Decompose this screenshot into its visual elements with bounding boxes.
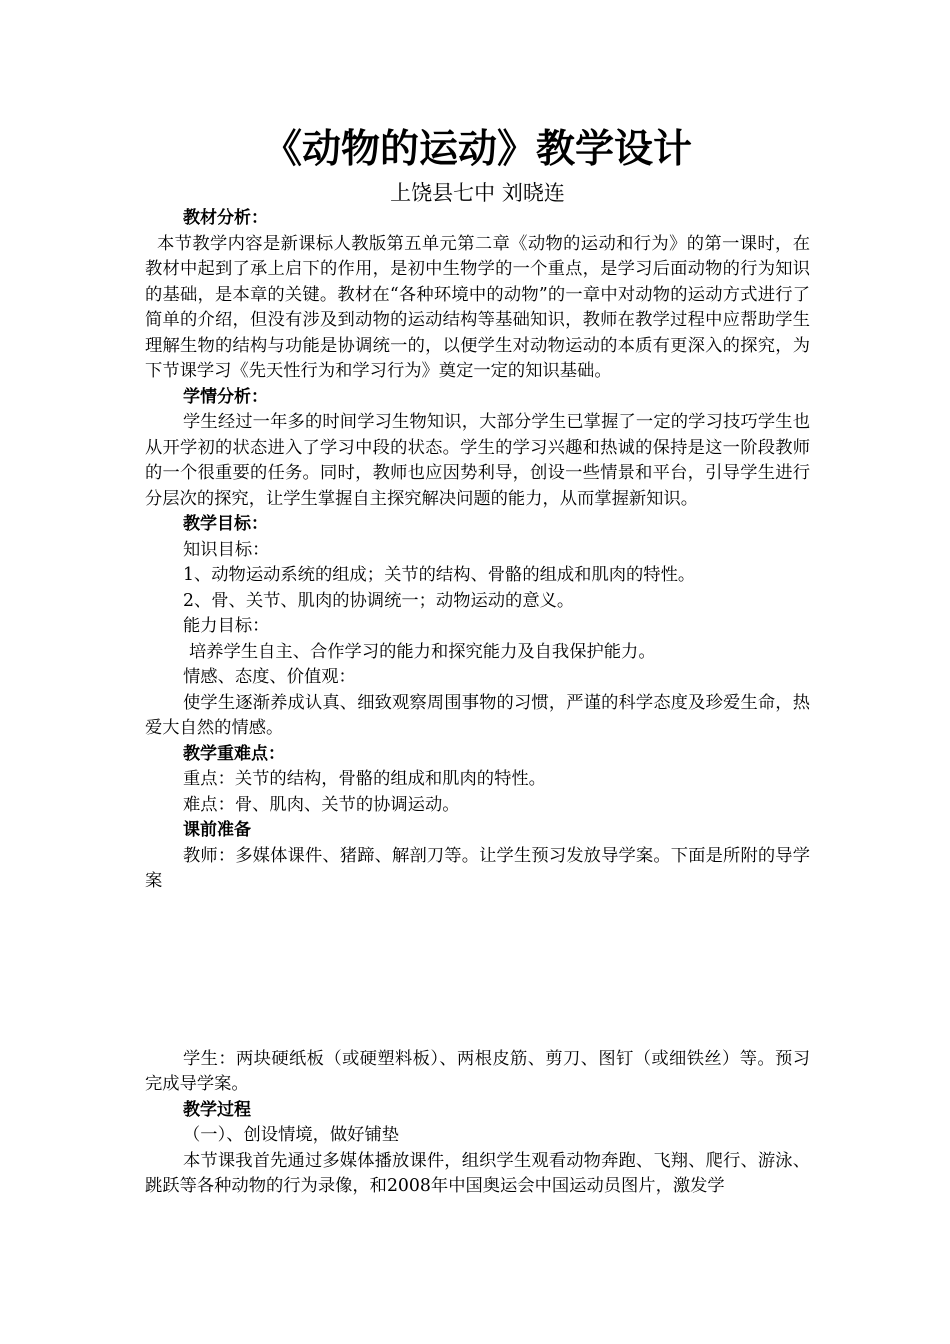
emotion-goal-label: 情感、态度、价值观：: [183, 667, 356, 687]
knowledge-goal-2: 2、骨、关节、肌肉的协调统一；动物运动的意义。: [183, 590, 575, 611]
teacher-preparation: 教师：多媒体课件、猪蹄、解剖刀等。让学生预习发放导学案。下面是所附的导学案: [145, 845, 810, 891]
ability-goal-label: 能力目标：: [183, 616, 270, 636]
emotion-goal-text: 使学生逐渐养成认真、细致观察周围事物的习惯，严谨的科学态度及珍爱生命，热爱大自然的情感。: [145, 692, 810, 738]
student-preparation: 学生：两块硬纸板（或硬塑料板）、两根皮筋、剪刀、图钉（或细铁丝）等。预习完成导学案。: [145, 1048, 810, 1094]
difficult-point: 难点：骨、肌肉、关节的协调运动。: [183, 794, 460, 815]
section-heading-process: 教学过程: [183, 1099, 251, 1120]
process-step-1: （一）、创设情境，做好铺垫: [183, 1125, 400, 1145]
paragraph-material: 本节教学内容是新课标人教版第五单元第二章《动物的运动和行为》的第一课时，在教材中起到了承上启下的作用，是初中生物学的一个重点，是学习后面动物的行为知识的基础，是本章的关键。教材在“各种环境中的动物”的一章中对动物的运动方式进行了简单的介绍，但没有涉及到动物的运动结构等基础知识，教师在教学过程中应帮助学生理解生物的结构与功能是协调统一的，以便学生对动物运动的本质有更深入的探究，为下节课学习《先天性行为和学习行为》奠定一定的知识基础。: [145, 233, 810, 381]
section-heading-student: 学情分析：: [183, 386, 268, 407]
blank-space: [145, 895, 810, 1047]
process-paragraph: 本节课我首先通过多媒体播放课件，组织学生观看动物奔跑、飞翔、爬行、游泳、跳跃等各种动物的行为录像，和2008年中国奥运会中国运动员图片，激发学: [145, 1150, 810, 1196]
knowledge-goal-1: 1、动物运动系统的组成；关节的结构、骨骼的组成和肌肉的特性。: [183, 565, 696, 585]
section-heading-key-points: 教学重难点：: [183, 743, 285, 764]
knowledge-goal-label: 知识目标：: [183, 539, 270, 560]
section-heading-goals: 教学目标：: [183, 514, 268, 534]
key-point: 重点：关节的结构，骨骼的组成和肌肉的特性。: [183, 769, 546, 789]
paragraph-student: 学生经过一年多的时间学习生物知识，大部分学生已掌握了一定的学习技巧学生也从开学初的状态进入了学习中段的状态。学生的学习兴趣和热诚的保持是这一阶段教师的一个很重要的任务。同时，教师也应因势利导，创设一些情景和平台，引导学生进行分层次的探究，让学生掌握自主探究解决问题的能力，从而掌握新知识。: [145, 412, 810, 509]
document-page: [145, 122, 810, 1200]
section-heading-material: 教材分析：: [183, 208, 268, 228]
document-author: 上饶县七中 刘晓连: [390, 181, 565, 205]
section-heading-preparation: 课前准备: [183, 820, 251, 840]
ability-goal-text: 培养学生自主、合作学习的能力和探究能力及自我保护能力。: [189, 641, 656, 662]
document-title: 《动物的运动》教学设计: [262, 127, 692, 172]
